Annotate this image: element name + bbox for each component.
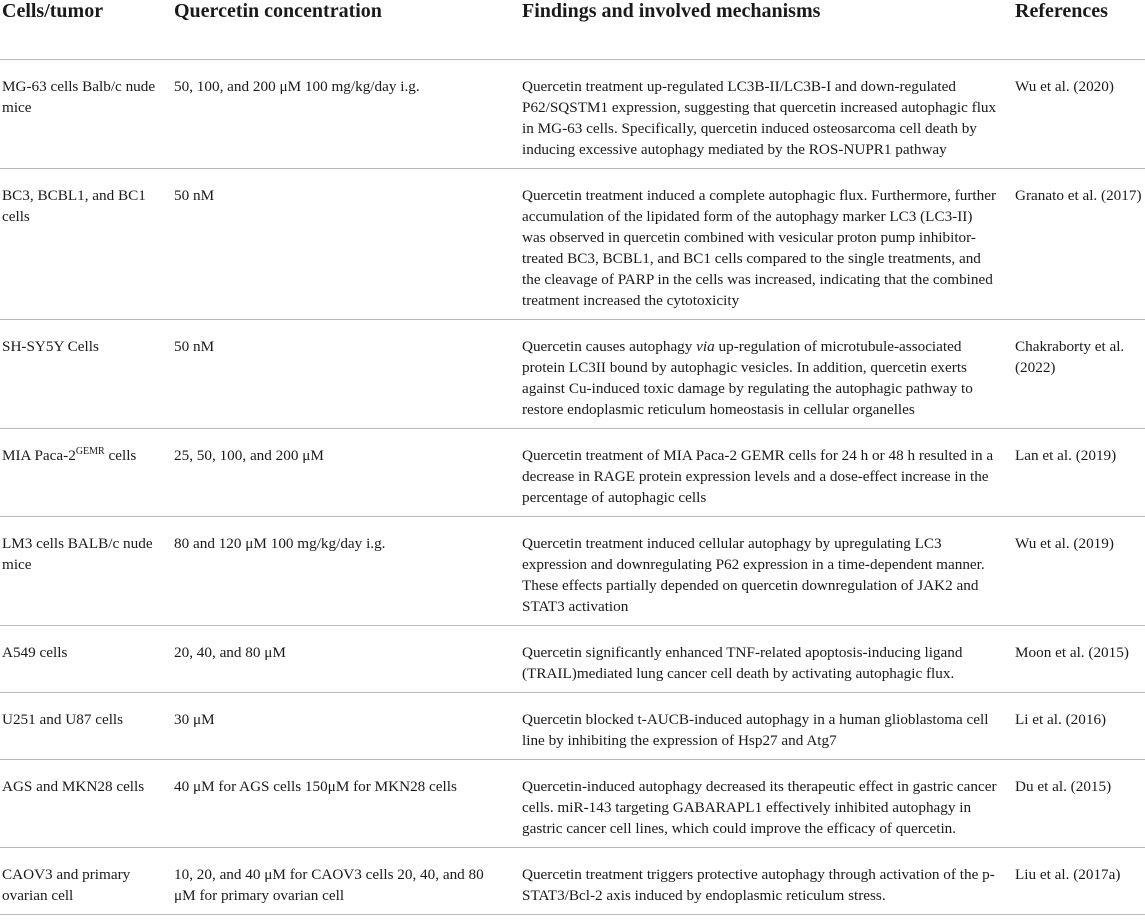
header-row xyxy=(0,0,1145,60)
cell-reference: Moon et al. (2015) xyxy=(1004,626,1145,693)
cell-concentration: 10, 20, and 40 μM for CAOV3 cells 20, 40, and 80 μM for primary ovarian cell xyxy=(166,848,507,915)
cell-tumor: U251 and U87 cells xyxy=(0,693,166,760)
table-header xyxy=(0,0,1145,60)
cell-superscript: GEMR xyxy=(75,446,105,457)
cell-concentration: 50 nM xyxy=(166,320,507,429)
cell-suffix: cells xyxy=(104,447,137,464)
findings-text: up-regulation of microtubule-associated protein LC3II bound by autophagic vesicles. In addition, quercetin exerts against Cu-induced toxic damage by regulating the autophagic pathway to restore endoplasmic reticulum homeostasis in cellular organelles xyxy=(522,338,973,418)
header-references: References xyxy=(1004,0,1145,60)
cell-concentration: 25, 50, 100, and 200 μM xyxy=(166,429,507,517)
header-findings: Findings and involved mechanisms xyxy=(507,0,1004,60)
cell-tumor: AGS and MKN28 cells xyxy=(0,760,166,848)
cell-reference: Li et al. (2016) xyxy=(1004,693,1145,760)
table-row xyxy=(0,848,1145,915)
cell-concentration: 20, 40, and 80 μM xyxy=(166,626,507,693)
cell-findings: Quercetin treatment triggers protective autophagy through activation of the p-STAT3/Bcl-2 axis induced by endoplasmic reticulum stress. xyxy=(507,848,1004,915)
cell-reference: Granato et al. (2017) xyxy=(1004,169,1145,320)
cell-reference: Lan et al. (2019) xyxy=(1004,429,1145,517)
cell-reference: Wu et al. (2019) xyxy=(1004,517,1145,626)
table-row xyxy=(0,169,1145,320)
table-row xyxy=(0,626,1145,693)
cell-name: MIA Paca-2 xyxy=(2,447,76,464)
cell-reference: Liu et al. (2017a) xyxy=(1004,848,1145,915)
cell-tumor: A549 cells xyxy=(0,626,166,693)
cell-findings: Quercetin treatment up-regulated LC3B-II/LC3B-I and down-regulated P62/SQSTM1 expression, suggesting that quercetin increased autophagic flux in MG-63 cells. Specifically, quercetin induced osteosarcoma cell death by inducing excessive autophagy mediated by the ROS-NUPR1 pathway xyxy=(507,60,1004,169)
cell-findings: Quercetin blocked t-AUCB-induced autophagy in a human glioblastoma cell line by inhibiting the expression of Hsp27 and Atg7 xyxy=(507,693,1004,760)
cell-tumor: MG-63 cells Balb/c nude mice xyxy=(0,60,166,169)
cell-tumor: LM3 cells BALB/c nude mice xyxy=(0,517,166,626)
cell-reference: Wu et al. (2020) xyxy=(1004,60,1145,169)
table-row xyxy=(0,517,1145,626)
header-cells-tumor: Cells/tumor xyxy=(0,0,166,60)
cell-concentration: 40 μM for AGS cells 150μM for MKN28 cells xyxy=(166,760,507,848)
cell-findings: Quercetin treatment induced a complete autophagic flux. Furthermore, further accumulation of the lipidated form of the autophagy marker LC3 (LC3-II) was observed in quercetin combined with vesicular proton pump inhibitor-treated BC3, BCBL1, and BC1 cells compared to the single treatments, and the cleavage of PARP in the cells was increased, indicating that the combined treatment increased the cytotoxicity xyxy=(507,169,1004,320)
header-concentration: Quercetin concentration xyxy=(166,0,507,60)
cell-tumor: SH-SY5Y Cells xyxy=(0,320,166,429)
findings-italic: via xyxy=(696,338,715,355)
table-row xyxy=(0,320,1145,429)
table-row xyxy=(0,60,1145,169)
findings-text: Quercetin causes autophagy xyxy=(522,338,697,355)
cell-concentration: 50, 100, and 200 μM 100 mg/kg/day i.g. xyxy=(166,60,507,169)
cell-tumor: CAOV3 and primary ovarian cell xyxy=(0,848,166,915)
cell-reference: Du et al. (2015) xyxy=(1004,760,1145,848)
cell-reference: Chakraborty et al. (2022) xyxy=(1004,320,1145,429)
cell-findings: Quercetin significantly enhanced TNF-related apoptosis-inducing ligand (TRAIL)mediated lung cancer cell death by activating autophagic flux. xyxy=(507,626,1004,693)
cell-tumor: BC3, BCBL1, and BC1 cells xyxy=(0,169,166,320)
cell-findings: Quercetin treatment induced cellular autophagy by upregulating LC3 expression and downregulating P62 expression in a time-dependent manner. These effects partially depended on quercetin downregulation of JAK2 and STAT3 activation xyxy=(507,517,1004,626)
cell-findings xyxy=(507,320,1004,429)
table-row xyxy=(0,693,1145,760)
cell-tumor xyxy=(0,429,166,517)
table-row xyxy=(0,429,1145,517)
cell-findings: Quercetin treatment of MIA Paca-2 GEMR cells for 24 h or 48 h resulted in a decrease in RAGE protein expression levels and a dose-effect increase in the percentage of autophagic cells xyxy=(507,429,1004,517)
cell-findings: Quercetin-induced autophagy decreased its therapeutic effect in gastric cancer cells. miR-143 targeting GABARAPL1 effectively inhibited autophagy in gastric cancer cell lines, which could improve the efficacy of quercetin. xyxy=(507,760,1004,848)
table-body xyxy=(0,60,1145,915)
cell-concentration: 50 nM xyxy=(166,169,507,320)
table-row xyxy=(0,760,1145,848)
cell-concentration: 30 μM xyxy=(166,693,507,760)
cell-concentration: 80 and 120 μM 100 mg/kg/day i.g. xyxy=(166,517,507,626)
